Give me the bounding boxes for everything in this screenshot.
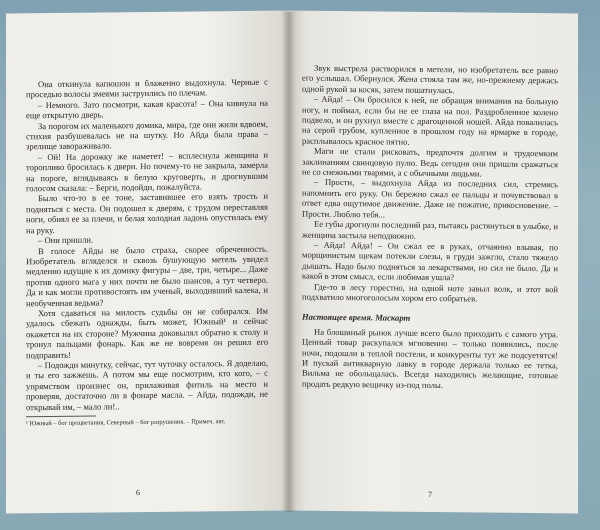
paragraph: Ее губы дрогнули последний раз, пытаясь растянуться в улыбке, и женщина застыла неподвижно. [302,218,558,241]
paragraph: – Айда! Айда! – Он сжал ее в руках, отчаянно взывая, по морщинистым щекам потекли слезы, в груди зажгло, стало тяжело дышать. Надо было подняться за лекарствами, но сил не было. Да и какой в этом смысл, если любимая ушла? [302,239,558,283]
paragraph: Хотя сдаваться на милость судьбы он не собирался. Им удалось сбежать однажды, быть может, Южный¹ и сейчас окажется на их стороне? Мужчина доковылял обратно к столу и тронул пальцами фонарь. Как же не вовремя он решил его подправить! [26,305,268,360]
paragraph: Маги не стали рисковать, предпочтя долгим и трудоемким заклинаниям свинцовую пулю. Ведь сегодня они пришли сражаться не со снежными тварями, а с обычными людьми. [302,146,558,179]
book-gutter [282,12,296,512]
paragraph: – Немного. Зато посмотри, какая красота! – Она кивнула на еще открытую дверь. [26,97,268,121]
paragraph: Было что-то в ее тоне, заставившее его взять трость и подняться с места. Он подошел к дверям, с трудом переставляя ноги, обнял ее за плечи, и белая холодная ладонь опустилась ему на руку. [26,191,268,235]
paragraph: Где-то в лесу горестно, на одной ноте завыл волк, и этот вой подхватило многоголосым хором его собратьев. [302,281,558,304]
footnote-divider [26,416,96,418]
footnote: ¹ Южный – бог процветания, Северный – бог разрушения. – Примеч. авт. [26,418,226,428]
paragraph: На блошиный рынок лучше всего было приходить с самого утра. Ценный товар раскупался мгновенно – только появились, после ночи, подошли в теплой постели, и конкуренты тут же подсуетятся! И пускай антикварную лавку в городе держала только ее тетка, Вильма не обольщалась. Всегда находились желающие, готовые продать редкую вещичку из-под полы. [302,326,558,390]
paragraph: Она откинула капюшон и блаженно выдохнула. Черные с проседью волосы змеями заструились по плечам. [26,76,268,100]
open-book [6,12,578,524]
paragraph: – Ой! На дорожку же наметет! – всплеснула женщина и торопливо бросилась к двери. Но почему-то не закрыла, замерла на пороге, вглядываясь в белую круговерть, и дрогнувшим голосом сказала: – Берги, подойди, пожалуйста. [26,149,268,194]
paragraph: – Подожди минутку, сейчас, тут чуточку осталось. Я доделаю, и ты его зажжешь. А потом мы еще посмотрим, кто кого, – с упрямством произнес он, прилаживая фитиль на место и проверяя, достаточно ли в фонаре масла. – Айда, подожди, не открывай им, – мало ли!.. [26,357,268,412]
page-number: 7 [428,489,432,499]
paragraph: Звук выстрела растворился в метели, но изобретатель все равно его услышал. Обернулся. Жена стояла там же, но-прежнему держась одной рукой за косяк, затем пошатнулась. [302,62,558,96]
paragraph: – Они пришли. [38,234,94,246]
paragraph: – Айда! – Он бросился к ней, не обращая внимания на больную ногу, и поймал, если бы не ее глаза на пол. Раздробленное колено подвело, и он рухнул вместе с драгоценной ношей. Айда повалилась на серой грубом, купленное в прошлом году на ярмарке в городе, расплывалось красное пятно. [302,93,558,147]
paragraph: В голосе Айды не было страха, скорее обреченность. Изобретатель вгляделся и сквозь бушующую метель увидел медленно идущие к их домику фигуры – две, три, четыре... Даже против одного мага у них почти не было шансов, а тут четверо. Да и как могли противостоять им ученый, выходивший калека, и необученная ведьма? [26,243,268,308]
section-heading: Настоящее время. Маскарт [302,311,411,324]
right-page [288,10,578,513]
paragraph: За порогом их маленького домика, мира, где они жили вдвоем, стихия разбушевалась не на шутку. Но Айда была права – зрелище завораживало. [26,118,268,152]
left-page [6,11,288,514]
paragraph: – Прости, – выдохнула Айда из последних сил, стремясь напомнить его руку. Он бережно сжал ее пальцы и почувствовал в ответ едва ощутимое движение. Даже не пожатие, прикосновение. – Прости. Люблю тебя... [302,177,558,220]
left-page-text [26,77,268,429]
right-page-text [302,63,558,392]
page-number: 6 [136,488,140,498]
